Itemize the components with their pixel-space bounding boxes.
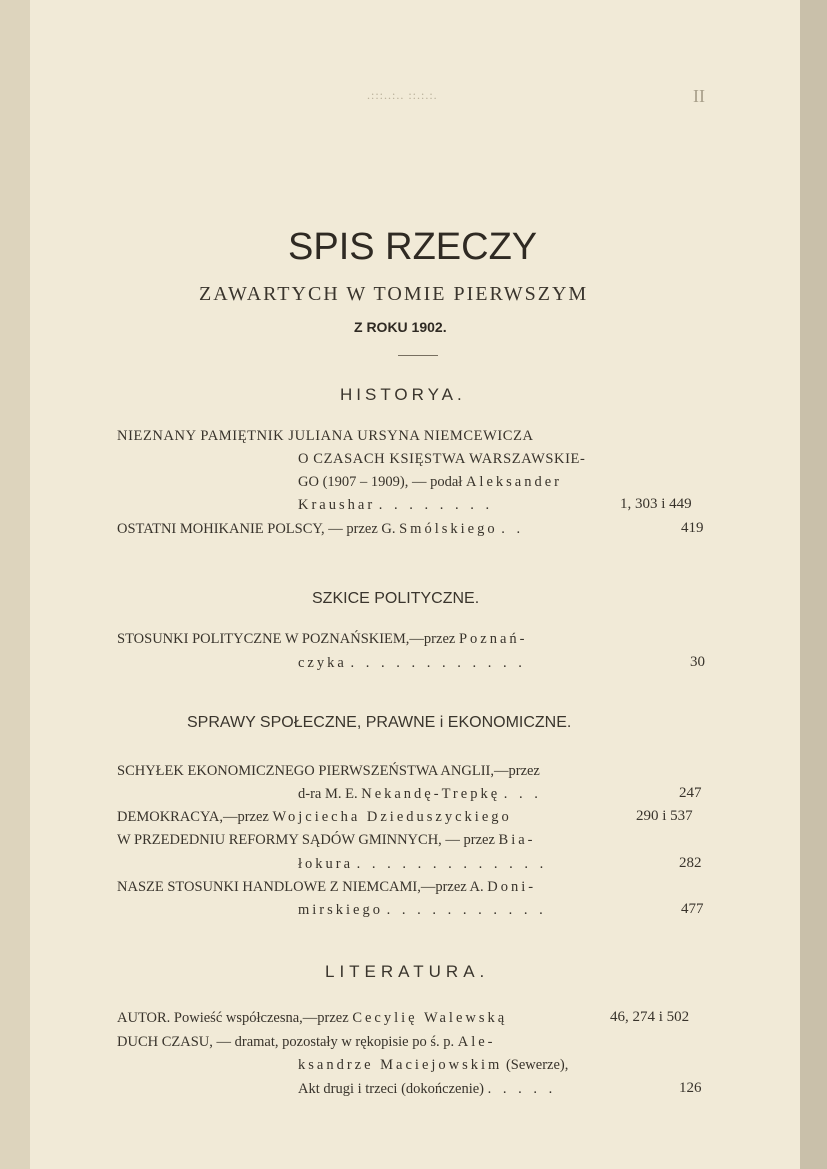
page-left-shadow [0, 0, 30, 1169]
toc-entry-author: ksandrze Maciejowskim (Sewerze), [298, 1057, 569, 1073]
toc-entry-author: Kraushar . . . . . . . . [298, 497, 494, 513]
running-header: .:::..:.. ::.:.:. [367, 88, 438, 102]
toc-page-ref: 477 [681, 901, 704, 917]
page-subtitle: ZAWARTYCH W TOMIE PIERWSZYM [199, 283, 589, 305]
section-heading-sprawy: SPRAWY SPOŁECZNE, PRAWNE i EKONOMICZNE. [187, 714, 572, 731]
section-heading-historya: HISTORYA. [340, 385, 466, 404]
toc-page-ref: 282 [679, 855, 702, 871]
toc-entry-author: czyka . . . . . . . . . . . . [298, 655, 526, 671]
toc-entry-author: mirskiego . . . . . . . . . . . [298, 902, 547, 918]
page-number: II [693, 86, 705, 106]
toc-page-ref: 126 [679, 1080, 702, 1096]
toc-page-ref: 46, 274 i 502 [610, 1009, 690, 1025]
toc-entry-text: SCHYŁEK EKONOMICZNEGO PIERWSZEŃSTWA ANGLII,—przez [117, 763, 540, 779]
toc-entry-text: DEMOKRACYA,—przez Wojciecha Dzieduszyckiego [117, 809, 512, 825]
toc-page-ref: 290 i 537 [636, 808, 693, 824]
toc-page-ref: 1, 303 i 449 [620, 496, 692, 512]
toc-entry-text: OSTATNI MOHIKANIE POLSCY, — przez G. Smólskiego . . [117, 521, 525, 537]
toc-entry-text: DUCH CZASU, — dramat, pozostały w rękopisie po ś. p. Ale- [117, 1034, 496, 1050]
toc-entry-text: W PRZEDEDNIU REFORMY SĄDÓW GMINNYCH, — przez Bia- [117, 832, 536, 848]
toc-page-ref: 247 [679, 785, 702, 801]
toc-entry-text: AUTOR. Powieść współczesna,—przez Cecylię Walewską [117, 1010, 508, 1026]
toc-page-ref: 419 [681, 520, 704, 536]
toc-entry-text: GO (1907 – 1909), — podał Aleksander [298, 474, 562, 490]
toc-entry-text: NASZE STOSUNKI HANDLOWE Z NIEMCAMI,—przez A. Doni- [117, 879, 537, 895]
toc-entry-text: Akt drugi i trzeci (dokończenie) . . . . . [298, 1081, 557, 1097]
page-title: SPIS RZECZY [288, 226, 538, 268]
toc-entry-author: łokura . . . . . . . . . . . . . [298, 856, 548, 872]
section-heading-szkice: SZKICE POLITYCZNE. [312, 590, 480, 607]
volume-year: Z ROKU 1902. [354, 319, 447, 335]
title-divider [398, 355, 438, 356]
toc-entry-text: NIEZNANY PAMIĘTNIK JULIANA URSYNA NIEMCEWICZA [117, 428, 534, 444]
toc-entry-text: O CZASACH KSIĘSTWA WARSZAWSKIE- [298, 451, 586, 467]
page-right-shadow [800, 0, 827, 1169]
toc-entry-text: STOSUNKI POLITYCZNE W POZNAŃSKIEM,—przez Poznań- [117, 631, 528, 647]
toc-page-ref: 30 [690, 654, 705, 670]
book-page [30, 0, 800, 1169]
section-heading-literatura: LITERATURA. [325, 962, 490, 981]
toc-entry-author: d-ra M. E. Nekandę-Trepkę . . . [298, 786, 542, 802]
